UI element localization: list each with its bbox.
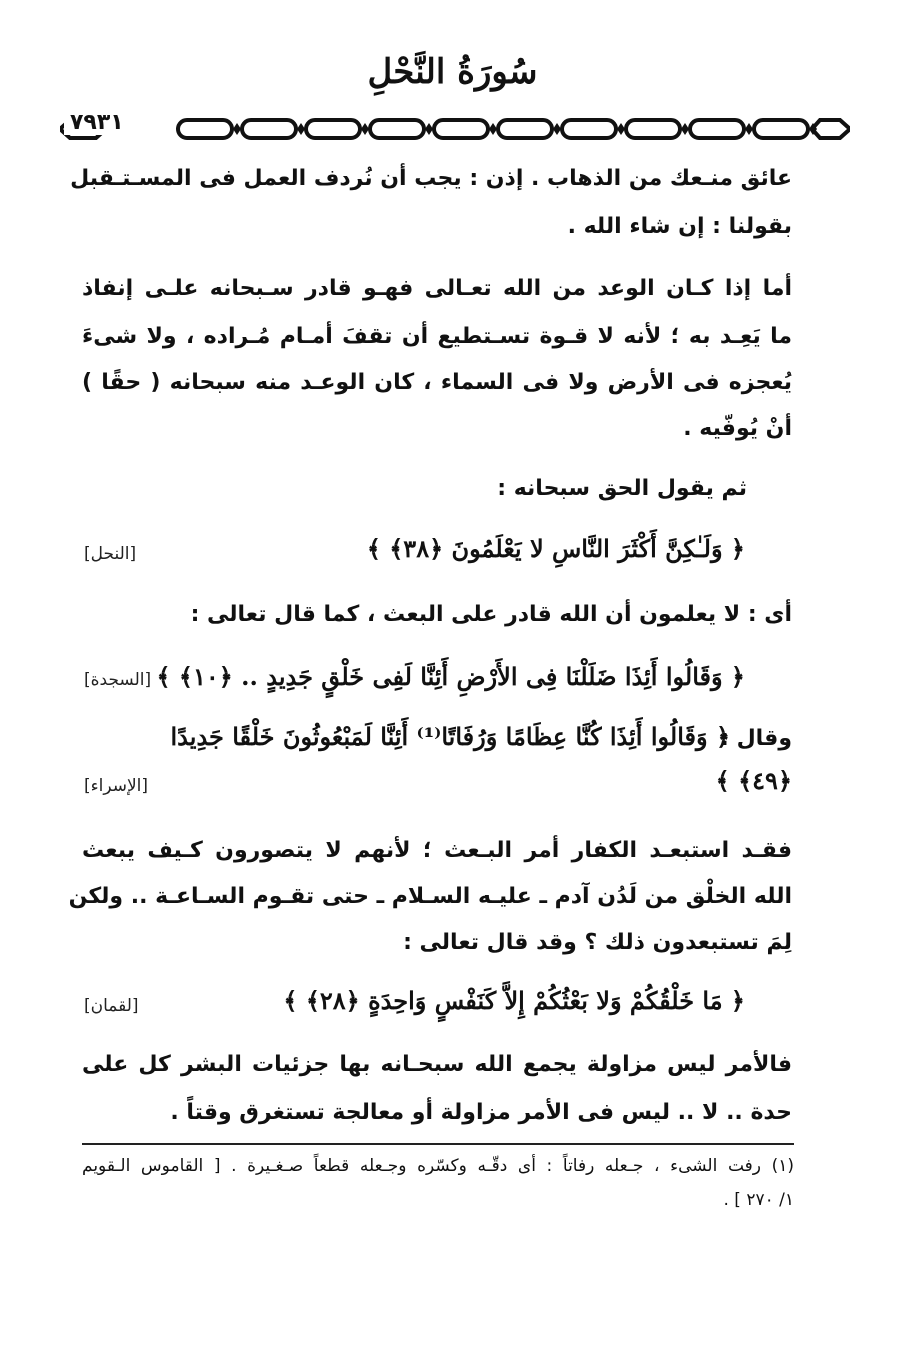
surah-reference: [السجدة]: [84, 670, 152, 690]
text-line: أما إذا كـان الوعد من الله تعـالى فهـو قادر سـبحانه علـى إنفاذ: [82, 276, 792, 301]
text-line-prefix: وقال :: [720, 726, 792, 751]
quran-verse: ﴿ وَقَالُوا أَئِذَا ضَلَلْنَا فِى الأَرْضِ أَئِنَّا لَفِى خَلْقٍ جَدِيدٍ .. ﴿١٠﴾ ﴾: [156, 662, 745, 691]
text-line: ثم يقول الحق سبحانه :: [497, 476, 747, 501]
ornament-border: [60, 112, 850, 146]
text-line: الله الخلْق من لَدُن آدم ـ عليـه السـلام ـ حتى تقـوم السـاعـة .. ولكن: [68, 884, 792, 909]
text-line: لِمَ تستبعدون ذلك ؟ وقد قال تعالى :: [403, 930, 792, 955]
surah-reference: [لقمان]: [84, 996, 139, 1016]
surah-reference: [الإسراء]: [84, 776, 149, 796]
text-line: فالأمر ليس مزاولة يجمع الله سبحـانه بها جزئيات البشر كل على: [82, 1052, 792, 1077]
text-line: ما يَعِـد به ؛ لأنه لا قـوة تسـتطيع أن تقفَ أمـام مُـراده ، ولا شىءَ: [82, 324, 792, 349]
surah-reference: [النحل]: [84, 544, 137, 564]
footnote-divider: [82, 1143, 794, 1145]
text-line: فقـد استبعـد الكفار أمر البـعث ؛ لأنهم لا يتصورون كـيف يبعث: [82, 838, 792, 863]
text-line: يُعجزه فى الأرض ولا فى السماء ، كان الوعـد منه سبحانه ( حقًا ): [82, 370, 792, 395]
text-line: أنْ يُوفّيه .: [683, 416, 792, 441]
quran-verse: ﴿ وَلَـٰكِنَّ أَكْثَرَ النَّاسِ لا يَعْلَمُونَ ﴿٣٨﴾ ﴾: [366, 534, 745, 563]
text-line: بقولنا : إن شاء الله .: [567, 214, 792, 239]
quran-verse: ﴿٤٩﴾ ﴾: [715, 766, 792, 795]
surah-title: سُورَةُ النَّحْلِ: [367, 52, 538, 92]
text-line: حدة .. لا .. ليس فى الأمر مزاولة أو معالجة تستغرق وقتاً .: [170, 1100, 792, 1125]
quran-verse: ﴿ مَا خَلْقُكُمْ وَلا بَعْثُكُمْ إِلاَّ كَنَفْسٍ وَاحِدَةٍ ﴿٢٨﴾ ﴾: [283, 986, 745, 1015]
text-line: أى : لا يعلمون أن الله قادر على البعث ، كما قال تعالى :: [190, 602, 792, 627]
page-number: ٧٩٣١: [64, 110, 130, 135]
quran-verse: ﴿ وَقَالُوا أَئِذَا كُنَّا عِظَامًا وَرُفَاتًا⁽¹⁾ أَئِنَّا لَمَبْعُوثُونَ خَلْقًا جَدِيدًا: [170, 722, 730, 751]
footnote-line: (١) رفت الشىء ، جـعله رفاتاً : أى دقّـه وكسّره وجـعله قطعاً صـغـيرة . [ القاموس الـقويم: [82, 1156, 794, 1176]
footnote-line: ١/ ٢٧٠ ] .: [723, 1190, 794, 1210]
text-line: عائق منـعك من الذهاب . إذن : يجب أن نُردف العمل فى المسـتـقبل: [70, 166, 792, 191]
